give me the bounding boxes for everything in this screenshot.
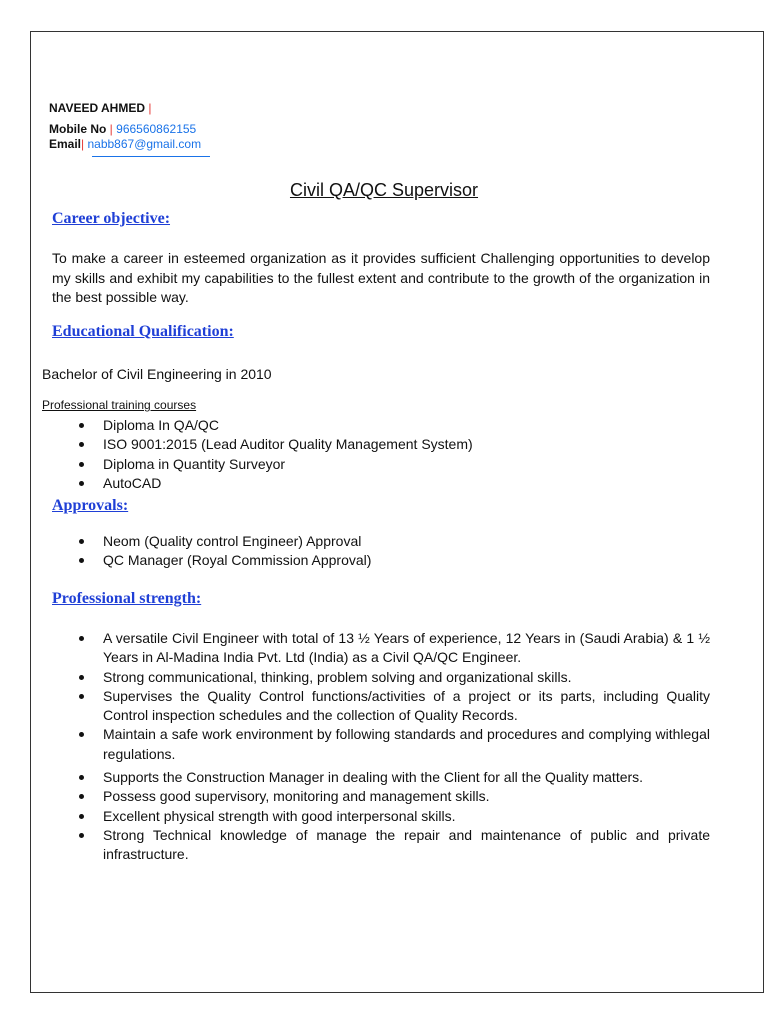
strength-list-b <box>76 768 710 864</box>
career-objective-text: To make a career in esteemed organization as it provides sufficient Challenging opportunities to develop my skills and exhibit my capabilities to the fullest extent and contribute to the growth of the organization in the best possible way. <box>52 250 710 305</box>
strength-list-a <box>76 629 710 764</box>
list-item: ISO 9001:2015 (Lead Auditor Quality Management System) <box>76 435 710 454</box>
email-link[interactable]: nabb867@gmail.com <box>87 137 202 151</box>
list-item: Diploma In QA/QC <box>76 416 710 435</box>
mobile-label: Mobile No <box>49 122 107 136</box>
mobile-separator: | <box>109 122 113 136</box>
approvals-heading: Approvals: <box>52 497 129 514</box>
list-item: Possess good supervisory, monitoring and management skills. <box>76 787 710 806</box>
career-objective-heading: Career objective: <box>52 210 171 227</box>
list-item: Strong communicational, thinking, problem solving and organizational skills. <box>76 668 710 687</box>
list-item: Diploma in Quantity Surveyor <box>76 455 710 474</box>
email-separator: | <box>81 137 85 151</box>
list-item: Excellent physical strength with good interpersonal skills. <box>76 807 710 826</box>
contact-name-line <box>49 101 151 115</box>
name-separator: | <box>148 101 152 115</box>
email-label: Email <box>49 137 82 151</box>
degree-text: Bachelor of Civil Engineering in 2010 <box>42 366 272 382</box>
courses-list <box>76 416 710 493</box>
list-item: AutoCAD <box>76 474 710 493</box>
education-heading: Educational Qualification: <box>52 323 234 340</box>
candidate-name: NAVEED AHMED <box>49 101 146 115</box>
email-underline <box>92 156 210 157</box>
list-item: Supervises the Quality Control functions/activities of a project or its parts, including Quality Control inspection schedules and the collection of Quality Records. <box>76 687 710 726</box>
list-item: A versatile Civil Engineer with total of 13 ½ Years of experience, 12 Years in (Saudi Arabia) & 1 ½ Years in Al-Madina India Pvt. Ltd (India) as a Civil QA/QC Engineer. <box>76 629 710 668</box>
training-label: Professional training courses <box>42 398 197 412</box>
list-item: Maintain a safe work environment by following standards and procedures and complying withlegal regulations. <box>76 725 710 764</box>
contact-email-line <box>49 137 201 151</box>
mobile-value: 966560862155 <box>116 122 197 136</box>
contact-mobile-line <box>49 122 196 136</box>
approvals-list <box>76 532 710 571</box>
list-item: Supports the Construction Manager in dealing with the Client for all the Quality matters. <box>76 768 710 787</box>
professional-strength-heading: Professional strength: <box>52 590 202 607</box>
list-item: QC Manager (Royal Commission Approval) <box>76 551 710 570</box>
list-item: Strong Technical knowledge of manage the repair and maintenance of public and private infrastructure. <box>76 826 710 865</box>
document-title: Civil QA/QC Supervisor <box>289 180 479 200</box>
list-item: Neom (Quality control Engineer) Approval <box>76 532 710 551</box>
